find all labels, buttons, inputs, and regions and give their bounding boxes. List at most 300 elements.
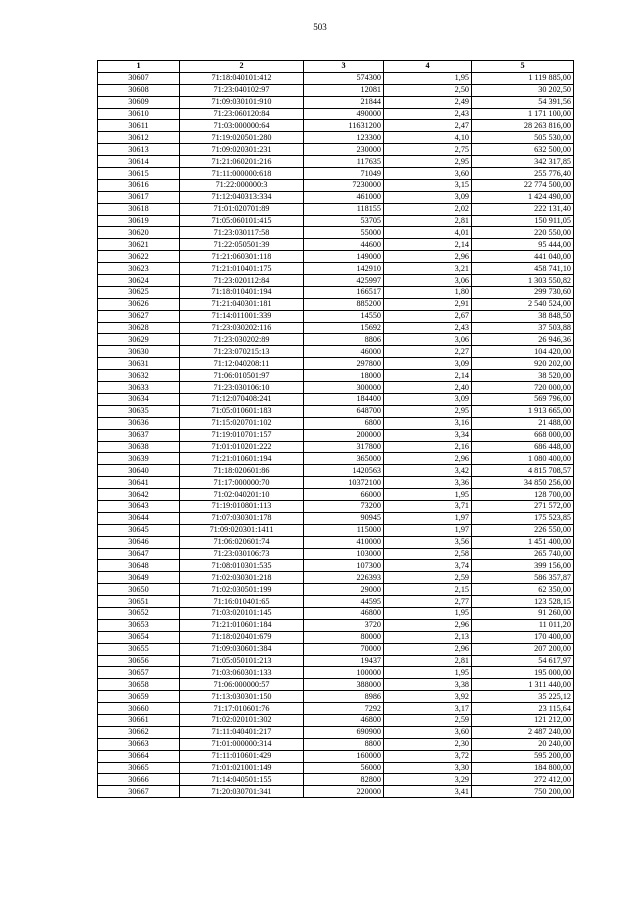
table-cell: 71:02:020101:302	[180, 714, 304, 726]
table-cell: 15692	[304, 322, 384, 334]
table-cell: 30646	[98, 536, 180, 548]
table-cell: 71:21:010601:184	[180, 619, 304, 631]
table-cell: 38 520,00	[472, 370, 574, 382]
table-cell: 166517	[304, 286, 384, 298]
table-cell: 2,43	[384, 322, 472, 334]
table-cell: 3,92	[384, 691, 472, 703]
table-cell: 71:03:000000:64	[180, 120, 304, 132]
table-cell: 1 311 440,00	[472, 679, 574, 691]
table-row	[98, 762, 574, 774]
table-cell: 8986	[304, 691, 384, 703]
table-header-row	[98, 61, 574, 73]
table-cell: 121 212,00	[472, 714, 574, 726]
table-cell: 8800	[304, 738, 384, 750]
table-cell: 71:01:000000:314	[180, 738, 304, 750]
table-cell: 30628	[98, 322, 180, 334]
table-cell: 30652	[98, 607, 180, 619]
table-cell: 2,50	[384, 84, 472, 96]
table-cell: 920 202,00	[472, 358, 574, 370]
table-cell: 2,16	[384, 441, 472, 453]
table-row	[98, 631, 574, 643]
table-cell: 30651	[98, 596, 180, 608]
table-cell: 7230000	[304, 179, 384, 191]
table-cell: 30656	[98, 655, 180, 667]
table-cell: 2,14	[384, 370, 472, 382]
table-cell: 73200	[304, 500, 384, 512]
table-cell: 71:12:070408:241	[180, 393, 304, 405]
table-cell: 2,30	[384, 738, 472, 750]
table-cell: 595 200,00	[472, 750, 574, 762]
table-cell: 54 617,97	[472, 655, 574, 667]
table-cell: 71:09:020301:1411	[180, 524, 304, 536]
table-row	[98, 703, 574, 715]
table-cell: 30623	[98, 263, 180, 275]
table-cell: 30629	[98, 334, 180, 346]
table-cell: 91 260,00	[472, 607, 574, 619]
table-cell: 71:03:020101:145	[180, 607, 304, 619]
table-cell: 62 350,00	[472, 584, 574, 596]
table-cell: 4,01	[384, 227, 472, 239]
table-cell: 2,77	[384, 596, 472, 608]
table-row	[98, 738, 574, 750]
table-cell: 3,15	[384, 179, 472, 191]
table-cell: 71:18:020401:679	[180, 631, 304, 643]
table-cell: 56000	[304, 762, 384, 774]
table-row	[98, 750, 574, 762]
table-cell: 30660	[98, 703, 180, 715]
table-cell: 458 741,10	[472, 263, 574, 275]
table-cell: 30613	[98, 144, 180, 156]
table-cell: 441 040,00	[472, 251, 574, 263]
table-cell: 184 800,00	[472, 762, 574, 774]
table-row	[98, 477, 574, 489]
table-cell: 3720	[304, 619, 384, 631]
table-cell: 30655	[98, 643, 180, 655]
table-row	[98, 393, 574, 405]
table-cell: 71:02:030301:218	[180, 572, 304, 584]
table-row	[98, 524, 574, 536]
table-cell: 170 400,00	[472, 631, 574, 643]
table-cell: 71:01:020701:89	[180, 203, 304, 215]
table-cell: 71:21:010601:194	[180, 453, 304, 465]
table-cell: 30659	[98, 691, 180, 703]
table-cell: 30663	[98, 738, 180, 750]
table-cell: 71:03:060301:133	[180, 667, 304, 679]
table-cell: 1 303 550,82	[472, 275, 574, 287]
table-row	[98, 370, 574, 382]
table-cell: 220 550,00	[472, 227, 574, 239]
table-cell: 30662	[98, 726, 180, 738]
table-cell: 2,96	[384, 251, 472, 263]
table-cell: 46800	[304, 607, 384, 619]
table-cell: 30620	[98, 227, 180, 239]
table-cell: 149000	[304, 251, 384, 263]
table-cell: 71:23:030117:58	[180, 227, 304, 239]
table-cell: 117635	[304, 156, 384, 168]
table-cell: 10372100	[304, 477, 384, 489]
table-cell: 569 796,00	[472, 393, 574, 405]
table-cell: 71:12:040208:11	[180, 358, 304, 370]
table-cell: 71:05:010601:183	[180, 405, 304, 417]
table-cell: 3,29	[384, 774, 472, 786]
table-cell: 2,67	[384, 310, 472, 322]
table-cell: 11 011,20	[472, 619, 574, 631]
table-cell: 46000	[304, 346, 384, 358]
table-cell: 4 815 708,57	[472, 465, 574, 477]
table-cell: 71:05:060101:415	[180, 215, 304, 227]
table-cell: 30633	[98, 382, 180, 394]
table-row	[98, 441, 574, 453]
table-cell: 3,17	[384, 703, 472, 715]
table-cell: 30638	[98, 441, 180, 453]
table-cell: 29000	[304, 584, 384, 596]
table-cell: 255 776,40	[472, 168, 574, 180]
table-cell: 71:23:060120:84	[180, 108, 304, 120]
table-cell: 30665	[98, 762, 180, 774]
table-cell: 53705	[304, 215, 384, 227]
table-row	[98, 227, 574, 239]
table-cell: 297800	[304, 358, 384, 370]
table-cell: 44595	[304, 596, 384, 608]
table-cell: 71:21:040301:181	[180, 298, 304, 310]
table-cell: 2,58	[384, 548, 472, 560]
table-cell: 30648	[98, 560, 180, 572]
table-row	[98, 251, 574, 263]
table-cell: 30664	[98, 750, 180, 762]
table-cell: 30607	[98, 72, 180, 84]
table-cell: 30616	[98, 179, 180, 191]
table-cell: 885200	[304, 298, 384, 310]
table-row	[98, 679, 574, 691]
table-cell: 2,43	[384, 108, 472, 120]
table-row	[98, 560, 574, 572]
table-cell: 82800	[304, 774, 384, 786]
table-cell: 1 119 885,00	[472, 72, 574, 84]
table-cell: 26 946,36	[472, 334, 574, 346]
table-cell: 30650	[98, 584, 180, 596]
table-cell: 2,81	[384, 655, 472, 667]
table-cell: 30627	[98, 310, 180, 322]
table-row	[98, 572, 574, 584]
table-cell: 1,95	[384, 667, 472, 679]
column-header: 3	[304, 61, 384, 73]
table-cell: 226393	[304, 572, 384, 584]
table-cell: 71:11:000000:618	[180, 168, 304, 180]
table-cell: 28 263 816,00	[472, 120, 574, 132]
table-row	[98, 691, 574, 703]
table-cell: 46800	[304, 714, 384, 726]
table-row	[98, 84, 574, 96]
table-row	[98, 774, 574, 786]
table-cell: 30631	[98, 358, 180, 370]
table-cell: 30637	[98, 429, 180, 441]
table-row	[98, 203, 574, 215]
table-row	[98, 607, 574, 619]
table-row	[98, 655, 574, 667]
table-cell: 2,02	[384, 203, 472, 215]
table-cell: 30641	[98, 477, 180, 489]
table-cell: 490000	[304, 108, 384, 120]
column-header: 5	[472, 61, 574, 73]
table-cell: 71:09:030601:384	[180, 643, 304, 655]
table-cell: 30609	[98, 96, 180, 108]
table-row	[98, 405, 574, 417]
table-cell: 1 171 100,00	[472, 108, 574, 120]
table-cell: 1,80	[384, 286, 472, 298]
table-cell: 30635	[98, 405, 180, 417]
table-cell: 34 850 256,00	[472, 477, 574, 489]
table-cell: 2,15	[384, 584, 472, 596]
table-cell: 2 540 524,00	[472, 298, 574, 310]
table-cell: 1 913 665,00	[472, 405, 574, 417]
table-row	[98, 489, 574, 501]
table-cell: 30634	[98, 393, 180, 405]
table-cell: 30615	[98, 168, 180, 180]
table-row	[98, 786, 574, 798]
table-cell: 19437	[304, 655, 384, 667]
column-header: 1	[98, 61, 180, 73]
table-row	[98, 714, 574, 726]
table-cell: 12081	[304, 84, 384, 96]
table-cell: 3,09	[384, 358, 472, 370]
table-cell: 54 391,56	[472, 96, 574, 108]
table-cell: 3,30	[384, 762, 472, 774]
table-cell: 299 730,60	[472, 286, 574, 298]
table-cell: 71:23:030202:116	[180, 322, 304, 334]
table-cell: 720 000,00	[472, 382, 574, 394]
table-cell: 66000	[304, 489, 384, 501]
table-cell: 184400	[304, 393, 384, 405]
table-cell: 6800	[304, 417, 384, 429]
table-cell: 461000	[304, 191, 384, 203]
table-cell: 226 550,00	[472, 524, 574, 536]
table-row	[98, 417, 574, 429]
table-cell: 30612	[98, 132, 180, 144]
table-row	[98, 536, 574, 548]
table-cell: 388000	[304, 679, 384, 691]
column-header: 4	[384, 61, 472, 73]
table-cell: 123300	[304, 132, 384, 144]
table-cell: 2,96	[384, 619, 472, 631]
table-cell: 3,41	[384, 786, 472, 798]
table-row	[98, 263, 574, 275]
table-cell: 272 412,00	[472, 774, 574, 786]
table-cell: 44600	[304, 239, 384, 251]
table-cell: 71:08:010301:535	[180, 560, 304, 572]
table-cell: 71:21:060201:216	[180, 156, 304, 168]
table-row	[98, 346, 574, 358]
table-cell: 71:06:000000:57	[180, 679, 304, 691]
table-cell: 30647	[98, 548, 180, 560]
table-cell: 3,16	[384, 417, 472, 429]
table-cell: 71:18:040101:412	[180, 72, 304, 84]
table-cell: 30619	[98, 215, 180, 227]
table-cell: 300000	[304, 382, 384, 394]
table-cell: 3,06	[384, 275, 472, 287]
table-cell: 104 420,00	[472, 346, 574, 358]
table-cell: 71:20:030701:341	[180, 786, 304, 798]
table-cell: 71:23:040102:97	[180, 84, 304, 96]
table-cell: 22 774 500,00	[472, 179, 574, 191]
table-cell: 71:23:030106:73	[180, 548, 304, 560]
table-cell: 2,81	[384, 215, 472, 227]
table-row	[98, 298, 574, 310]
table-cell: 30624	[98, 275, 180, 287]
table-cell: 71:19:010701:157	[180, 429, 304, 441]
table-cell: 30642	[98, 489, 180, 501]
table-cell: 30654	[98, 631, 180, 643]
table-row	[98, 667, 574, 679]
table-row	[98, 168, 574, 180]
table-cell: 175 523,85	[472, 512, 574, 524]
table-cell: 2,13	[384, 631, 472, 643]
table-row	[98, 382, 574, 394]
table-cell: 71:02:030501:199	[180, 584, 304, 596]
table-cell: 71:19:020501:280	[180, 132, 304, 144]
table-cell: 399 156,00	[472, 560, 574, 572]
table-cell: 30622	[98, 251, 180, 263]
table-cell: 71:02:040201:10	[180, 489, 304, 501]
table-cell: 222 131,40	[472, 203, 574, 215]
table-cell: 71:18:020601:86	[180, 465, 304, 477]
table-cell: 71:21:060301:118	[180, 251, 304, 263]
table-cell: 2,75	[384, 144, 472, 156]
table-cell: 632 500,00	[472, 144, 574, 156]
table-cell: 207 200,00	[472, 643, 574, 655]
table-cell: 3,09	[384, 393, 472, 405]
table-cell: 30625	[98, 286, 180, 298]
table-row	[98, 619, 574, 631]
table-cell: 20 240,00	[472, 738, 574, 750]
table-cell: 195 000,00	[472, 667, 574, 679]
table-cell: 3,42	[384, 465, 472, 477]
table-cell: 30653	[98, 619, 180, 631]
table-row	[98, 429, 574, 441]
table-cell: 1 424 490,00	[472, 191, 574, 203]
table-cell: 71:06:020601:74	[180, 536, 304, 548]
table-cell: 37 503,88	[472, 322, 574, 334]
table-cell: 4,10	[384, 132, 472, 144]
table-cell: 128 700,00	[472, 489, 574, 501]
table-cell: 38 848,50	[472, 310, 574, 322]
table-cell: 3,71	[384, 500, 472, 512]
table-row	[98, 72, 574, 84]
table-row	[98, 144, 574, 156]
table-cell: 30657	[98, 667, 180, 679]
table-cell: 1,97	[384, 524, 472, 536]
table-cell: 30658	[98, 679, 180, 691]
table-cell: 3,21	[384, 263, 472, 275]
table-cell: 71:11:010601:429	[180, 750, 304, 762]
table-cell: 410000	[304, 536, 384, 548]
table-cell: 2,95	[384, 156, 472, 168]
table-cell: 30608	[98, 84, 180, 96]
table-cell: 80000	[304, 631, 384, 643]
table-row	[98, 358, 574, 370]
table-row	[98, 215, 574, 227]
table-cell: 2,27	[384, 346, 472, 358]
table-cell: 160000	[304, 750, 384, 762]
table-cell: 30649	[98, 572, 180, 584]
table-row	[98, 548, 574, 560]
table-cell: 118155	[304, 203, 384, 215]
table-cell: 2,47	[384, 120, 472, 132]
table-row	[98, 643, 574, 655]
table-cell: 90945	[304, 512, 384, 524]
page-number: 503	[313, 22, 327, 32]
table-cell: 100000	[304, 667, 384, 679]
table-row	[98, 239, 574, 251]
table-cell: 18000	[304, 370, 384, 382]
table-cell: 71:05:050101:213	[180, 655, 304, 667]
table-cell: 2,40	[384, 382, 472, 394]
table-row	[98, 191, 574, 203]
table-cell: 1 080 400,00	[472, 453, 574, 465]
table-cell: 200000	[304, 429, 384, 441]
table-cell: 30643	[98, 500, 180, 512]
table-cell: 1,97	[384, 512, 472, 524]
table-cell: 1,95	[384, 607, 472, 619]
table-cell: 30661	[98, 714, 180, 726]
table-cell: 71:07:030301:178	[180, 512, 304, 524]
table-cell: 14550	[304, 310, 384, 322]
table-row	[98, 96, 574, 108]
table-cell: 30626	[98, 298, 180, 310]
table-cell: 30610	[98, 108, 180, 120]
table-cell: 30666	[98, 774, 180, 786]
table-cell: 71:17:000000:70	[180, 477, 304, 489]
table-row	[98, 156, 574, 168]
table-cell: 30611	[98, 120, 180, 132]
table-cell: 71:14:040501:155	[180, 774, 304, 786]
table-cell: 30618	[98, 203, 180, 215]
table-cell: 30 202,50	[472, 84, 574, 96]
table-row	[98, 275, 574, 287]
table-cell: 30636	[98, 417, 180, 429]
table-cell: 35 225,12	[472, 691, 574, 703]
table-cell: 2,96	[384, 453, 472, 465]
table-cell: 71:23:030202:89	[180, 334, 304, 346]
table-cell: 21844	[304, 96, 384, 108]
table-row	[98, 132, 574, 144]
table-body	[98, 72, 574, 797]
table-cell: 71:09:020301:231	[180, 144, 304, 156]
table-cell: 71:01:010201:222	[180, 441, 304, 453]
table-row	[98, 179, 574, 191]
table-cell: 3,72	[384, 750, 472, 762]
table-cell: 3,38	[384, 679, 472, 691]
table-row	[98, 310, 574, 322]
table-cell: 342 317,85	[472, 156, 574, 168]
table-cell: 2,91	[384, 298, 472, 310]
table-cell: 690900	[304, 726, 384, 738]
table-cell: 71:16:010401:65	[180, 596, 304, 608]
table-cell: 30632	[98, 370, 180, 382]
table-row	[98, 512, 574, 524]
table-cell: 3,56	[384, 536, 472, 548]
table-cell: 220000	[304, 786, 384, 798]
table-cell: 425997	[304, 275, 384, 287]
table-cell: 30621	[98, 239, 180, 251]
table-cell: 317800	[304, 441, 384, 453]
table-cell: 265 740,00	[472, 548, 574, 560]
table-row	[98, 465, 574, 477]
table-cell: 750 200,00	[472, 786, 574, 798]
table-row	[98, 726, 574, 738]
table-cell: 71:21:010401:175	[180, 263, 304, 275]
table-cell: 71:01:021001:149	[180, 762, 304, 774]
table-cell: 71:23:030106:10	[180, 382, 304, 394]
